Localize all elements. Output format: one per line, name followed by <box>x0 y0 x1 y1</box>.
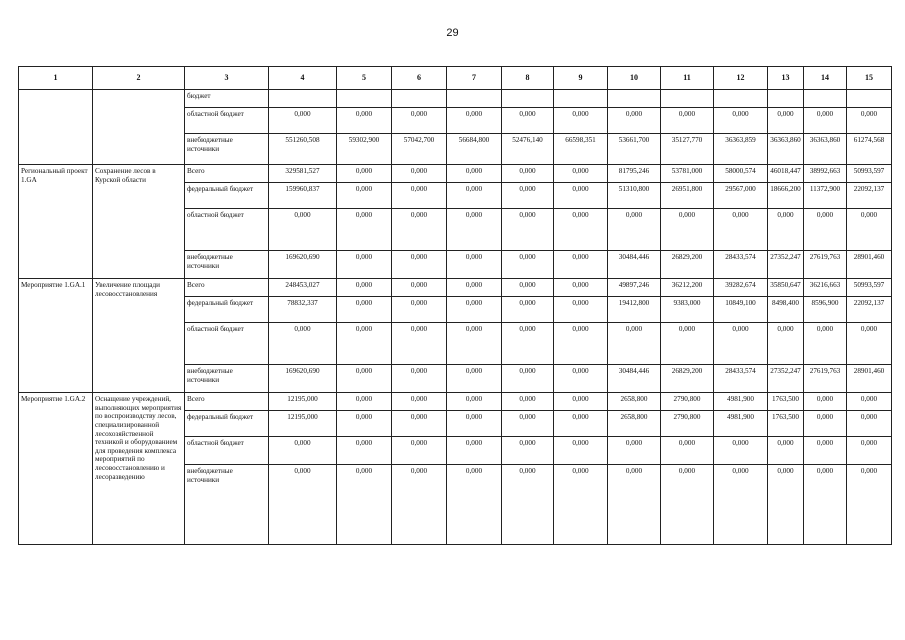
value-cell: 0,000 <box>768 209 804 251</box>
value-cell: 159960,837 <box>269 183 337 209</box>
value-cell: 0,000 <box>447 279 502 297</box>
value-cell: 0,000 <box>447 411 502 437</box>
value-cell: 0,000 <box>804 393 847 411</box>
value-cell: 46018,447 <box>768 165 804 183</box>
value-cell: 2790,800 <box>661 393 714 411</box>
value-cell: 0,000 <box>661 465 714 545</box>
value-cell: 0,000 <box>337 183 392 209</box>
value-cell: 0,000 <box>269 323 337 365</box>
column-header-14: 14 <box>804 67 847 90</box>
value-cell: 169620,690 <box>269 251 337 279</box>
value-cell: 0,000 <box>392 108 447 134</box>
value-cell: 9383,000 <box>661 297 714 323</box>
column-header-11: 11 <box>661 67 714 90</box>
value-cell: 0,000 <box>714 108 768 134</box>
value-cell: 0,000 <box>502 323 554 365</box>
funding-source-cell: областной бюджет <box>185 108 269 134</box>
value-cell: 0,000 <box>269 209 337 251</box>
value-cell: 4981,900 <box>714 411 768 437</box>
value-cell: 39282,674 <box>714 279 768 297</box>
value-cell: 22092,137 <box>847 297 892 323</box>
value-cell: 8596,900 <box>804 297 847 323</box>
value-cell: 0,000 <box>337 108 392 134</box>
value-cell: 0,000 <box>847 108 892 134</box>
table-row <box>19 90 892 108</box>
value-cell: 0,000 <box>502 437 554 465</box>
funding-source-cell: федеральный бюджет <box>185 297 269 323</box>
value-cell <box>337 90 392 108</box>
value-cell: 26829,200 <box>661 365 714 393</box>
value-cell: 36363,860 <box>768 134 804 165</box>
value-cell: 0,000 <box>337 393 392 411</box>
value-cell: 0,000 <box>502 393 554 411</box>
value-cell: 53661,700 <box>608 134 661 165</box>
value-cell: 27352,247 <box>768 365 804 393</box>
value-cell: 0,000 <box>392 279 447 297</box>
value-cell: 0,000 <box>847 393 892 411</box>
value-cell: 28901,460 <box>847 251 892 279</box>
value-cell: 22092,137 <box>847 183 892 209</box>
value-cell: 0,000 <box>502 251 554 279</box>
program-code-cell: Мероприятие 1.GA.1 <box>19 279 93 393</box>
value-cell: 26829,200 <box>661 251 714 279</box>
value-cell: 0,000 <box>661 209 714 251</box>
program-name-cell <box>93 90 185 165</box>
value-cell: 0,000 <box>392 411 447 437</box>
value-cell: 53781,000 <box>661 165 714 183</box>
value-cell: 0,000 <box>502 183 554 209</box>
funding-source-cell: федеральный бюджет <box>185 183 269 209</box>
value-cell: 1763,500 <box>768 393 804 411</box>
funding-source-cell: бюджет <box>185 90 269 108</box>
value-cell: 0,000 <box>804 465 847 545</box>
value-cell <box>269 90 337 108</box>
value-cell: 19412,800 <box>608 297 661 323</box>
value-cell: 0,000 <box>554 411 608 437</box>
value-cell: 0,000 <box>337 411 392 437</box>
value-cell: 0,000 <box>502 108 554 134</box>
program-name-cell: Сохранение лесов в Курской области <box>93 165 185 279</box>
value-cell: 58000,574 <box>714 165 768 183</box>
funding-source-cell: областной бюджет <box>185 323 269 365</box>
value-cell: 0,000 <box>502 465 554 545</box>
value-cell: 0,000 <box>392 165 447 183</box>
value-cell: 0,000 <box>554 279 608 297</box>
value-cell: 0,000 <box>447 323 502 365</box>
value-cell: 50993,597 <box>847 279 892 297</box>
value-cell: 35127,770 <box>661 134 714 165</box>
program-name-cell: Оснащение учреждений, выполняющих мероприятия по воспроизводству лесов, специализированной лесохозяйственной техникой и оборудованием для проведения комплекса мероприятий по лесовосстановлению и лесоразведению <box>93 393 185 545</box>
value-cell <box>392 90 447 108</box>
value-cell: 51310,800 <box>608 183 661 209</box>
value-cell: 0,000 <box>554 365 608 393</box>
table-body <box>19 90 892 545</box>
value-cell: 0,000 <box>804 108 847 134</box>
funding-source-cell: Всего <box>185 279 269 297</box>
value-cell: 28433,574 <box>714 251 768 279</box>
value-cell: 0,000 <box>502 209 554 251</box>
value-cell: 0,000 <box>392 365 447 393</box>
funding-source-cell: Всего <box>185 165 269 183</box>
value-cell: 0,000 <box>847 323 892 365</box>
value-cell: 0,000 <box>661 323 714 365</box>
funding-source-cell: внебюджетные источники <box>185 134 269 165</box>
value-cell: 0,000 <box>337 209 392 251</box>
value-cell: 0,000 <box>502 279 554 297</box>
funding-source-cell: федеральный бюджет <box>185 411 269 437</box>
value-cell: 0,000 <box>269 465 337 545</box>
value-cell: 36212,200 <box>661 279 714 297</box>
value-cell: 57042,700 <box>392 134 447 165</box>
value-cell: 0,000 <box>847 465 892 545</box>
value-cell: 0,000 <box>337 297 392 323</box>
value-cell: 52476,140 <box>502 134 554 165</box>
value-cell: 2658,800 <box>608 411 661 437</box>
value-cell: 329581,527 <box>269 165 337 183</box>
value-cell: 0,000 <box>337 465 392 545</box>
value-cell: 0,000 <box>554 465 608 545</box>
value-cell: 0,000 <box>447 108 502 134</box>
value-cell: 0,000 <box>447 465 502 545</box>
value-cell: 0,000 <box>392 323 447 365</box>
column-header-9: 9 <box>554 67 608 90</box>
value-cell: 0,000 <box>337 437 392 465</box>
value-cell: 0,000 <box>847 437 892 465</box>
table-row <box>19 165 892 183</box>
value-cell: 0,000 <box>804 209 847 251</box>
value-cell: 0,000 <box>768 108 804 134</box>
value-cell <box>768 90 804 108</box>
value-cell: 0,000 <box>337 365 392 393</box>
value-cell: 0,000 <box>392 437 447 465</box>
value-cell: 30484,446 <box>608 365 661 393</box>
budget-table <box>18 66 892 545</box>
column-header-1: 1 <box>19 67 93 90</box>
value-cell: 29567,000 <box>714 183 768 209</box>
value-cell: 0,000 <box>502 297 554 323</box>
column-header-3: 3 <box>185 67 269 90</box>
value-cell: 0,000 <box>554 323 608 365</box>
value-cell: 0,000 <box>337 165 392 183</box>
value-cell: 8498,400 <box>768 297 804 323</box>
value-cell: 0,000 <box>768 465 804 545</box>
value-cell: 0,000 <box>661 108 714 134</box>
value-cell: 0,000 <box>804 323 847 365</box>
column-header-7: 7 <box>447 67 502 90</box>
value-cell: 0,000 <box>554 108 608 134</box>
value-cell: 0,000 <box>847 209 892 251</box>
value-cell: 0,000 <box>392 183 447 209</box>
value-cell: 0,000 <box>447 209 502 251</box>
value-cell: 0,000 <box>554 251 608 279</box>
column-header-12: 12 <box>714 67 768 90</box>
value-cell: 0,000 <box>804 411 847 437</box>
value-cell: 0,000 <box>714 465 768 545</box>
funding-source-cell: областной бюджет <box>185 209 269 251</box>
value-cell: 50993,597 <box>847 165 892 183</box>
value-cell: 0,000 <box>447 365 502 393</box>
value-cell: 35850,647 <box>768 279 804 297</box>
value-cell: 0,000 <box>337 251 392 279</box>
value-cell: 0,000 <box>554 297 608 323</box>
value-cell: 28433,574 <box>714 365 768 393</box>
value-cell <box>714 90 768 108</box>
value-cell: 0,000 <box>447 393 502 411</box>
value-cell: 0,000 <box>608 108 661 134</box>
value-cell: 0,000 <box>502 365 554 393</box>
value-cell: 11372,900 <box>804 183 847 209</box>
value-cell: 551260,508 <box>269 134 337 165</box>
program-code-cell: Региональный проект 1.GA <box>19 165 93 279</box>
value-cell: 0,000 <box>447 183 502 209</box>
funding-source-cell: внебюджетные источники <box>185 251 269 279</box>
value-cell: 0,000 <box>392 393 447 411</box>
value-cell: 169620,690 <box>269 365 337 393</box>
value-cell: 78832,337 <box>269 297 337 323</box>
value-cell: 27619,763 <box>804 365 847 393</box>
value-cell: 0,000 <box>269 437 337 465</box>
value-cell: 18666,200 <box>768 183 804 209</box>
value-cell: 0,000 <box>608 437 661 465</box>
value-cell: 0,000 <box>502 411 554 437</box>
column-header-4: 4 <box>269 67 337 90</box>
value-cell: 36363,859 <box>714 134 768 165</box>
value-cell: 10849,100 <box>714 297 768 323</box>
value-cell: 0,000 <box>554 393 608 411</box>
value-cell: 38992,663 <box>804 165 847 183</box>
value-cell: 49897,246 <box>608 279 661 297</box>
table-row <box>19 393 892 411</box>
value-cell: 0,000 <box>554 209 608 251</box>
value-cell: 0,000 <box>337 323 392 365</box>
program-name-cell: Увеличение площади лесовосстановления <box>93 279 185 393</box>
value-cell: 0,000 <box>337 279 392 297</box>
value-cell: 0,000 <box>447 251 502 279</box>
value-cell: 0,000 <box>714 209 768 251</box>
value-cell: 4981,900 <box>714 393 768 411</box>
value-cell: 81795,246 <box>608 165 661 183</box>
header-row <box>19 67 892 90</box>
value-cell: 28901,460 <box>847 365 892 393</box>
value-cell: 2658,800 <box>608 393 661 411</box>
column-header-5: 5 <box>337 67 392 90</box>
column-header-6: 6 <box>392 67 447 90</box>
program-code-cell: Мероприятие 1.GA.2 <box>19 393 93 545</box>
value-cell: 0,000 <box>447 437 502 465</box>
value-cell <box>661 90 714 108</box>
value-cell: 12195,000 <box>269 393 337 411</box>
value-cell: 0,000 <box>447 165 502 183</box>
value-cell: 0,000 <box>768 323 804 365</box>
funding-source-cell: внебюджетные источники <box>185 465 269 545</box>
value-cell: 66598,351 <box>554 134 608 165</box>
value-cell: 0,000 <box>392 251 447 279</box>
value-cell: 61274,568 <box>847 134 892 165</box>
value-cell: 0,000 <box>554 437 608 465</box>
value-cell: 0,000 <box>804 437 847 465</box>
funding-source-cell: Всего <box>185 393 269 411</box>
value-cell: 0,000 <box>714 323 768 365</box>
column-header-8: 8 <box>502 67 554 90</box>
value-cell <box>608 90 661 108</box>
funding-source-cell: внебюджетные источники <box>185 365 269 393</box>
value-cell: 0,000 <box>608 209 661 251</box>
table-row <box>19 279 892 297</box>
value-cell: 12195,000 <box>269 411 337 437</box>
column-header-15: 15 <box>847 67 892 90</box>
value-cell: 27352,247 <box>768 251 804 279</box>
value-cell <box>502 90 554 108</box>
value-cell: 248453,027 <box>269 279 337 297</box>
value-cell: 0,000 <box>554 165 608 183</box>
value-cell: 0,000 <box>269 108 337 134</box>
value-cell: 0,000 <box>554 183 608 209</box>
program-code-cell <box>19 90 93 165</box>
value-cell: 26951,800 <box>661 183 714 209</box>
value-cell: 27619,763 <box>804 251 847 279</box>
value-cell: 0,000 <box>392 465 447 545</box>
value-cell <box>554 90 608 108</box>
page-number: 29 <box>446 27 459 39</box>
value-cell: 1763,500 <box>768 411 804 437</box>
value-cell: 0,000 <box>608 323 661 365</box>
value-cell <box>847 90 892 108</box>
value-cell: 36363,860 <box>804 134 847 165</box>
value-cell: 30484,446 <box>608 251 661 279</box>
value-cell: 0,000 <box>502 165 554 183</box>
value-cell: 0,000 <box>847 411 892 437</box>
value-cell <box>804 90 847 108</box>
value-cell: 0,000 <box>661 437 714 465</box>
column-header-13: 13 <box>768 67 804 90</box>
value-cell: 0,000 <box>768 437 804 465</box>
value-cell: 0,000 <box>608 465 661 545</box>
value-cell: 0,000 <box>392 297 447 323</box>
value-cell: 59302,900 <box>337 134 392 165</box>
value-cell <box>447 90 502 108</box>
value-cell: 2790,800 <box>661 411 714 437</box>
value-cell: 0,000 <box>447 297 502 323</box>
column-header-10: 10 <box>608 67 661 90</box>
column-header-2: 2 <box>93 67 185 90</box>
value-cell: 36216,663 <box>804 279 847 297</box>
value-cell: 56684,800 <box>447 134 502 165</box>
value-cell: 0,000 <box>714 437 768 465</box>
value-cell: 0,000 <box>392 209 447 251</box>
funding-source-cell: областной бюджет <box>185 437 269 465</box>
